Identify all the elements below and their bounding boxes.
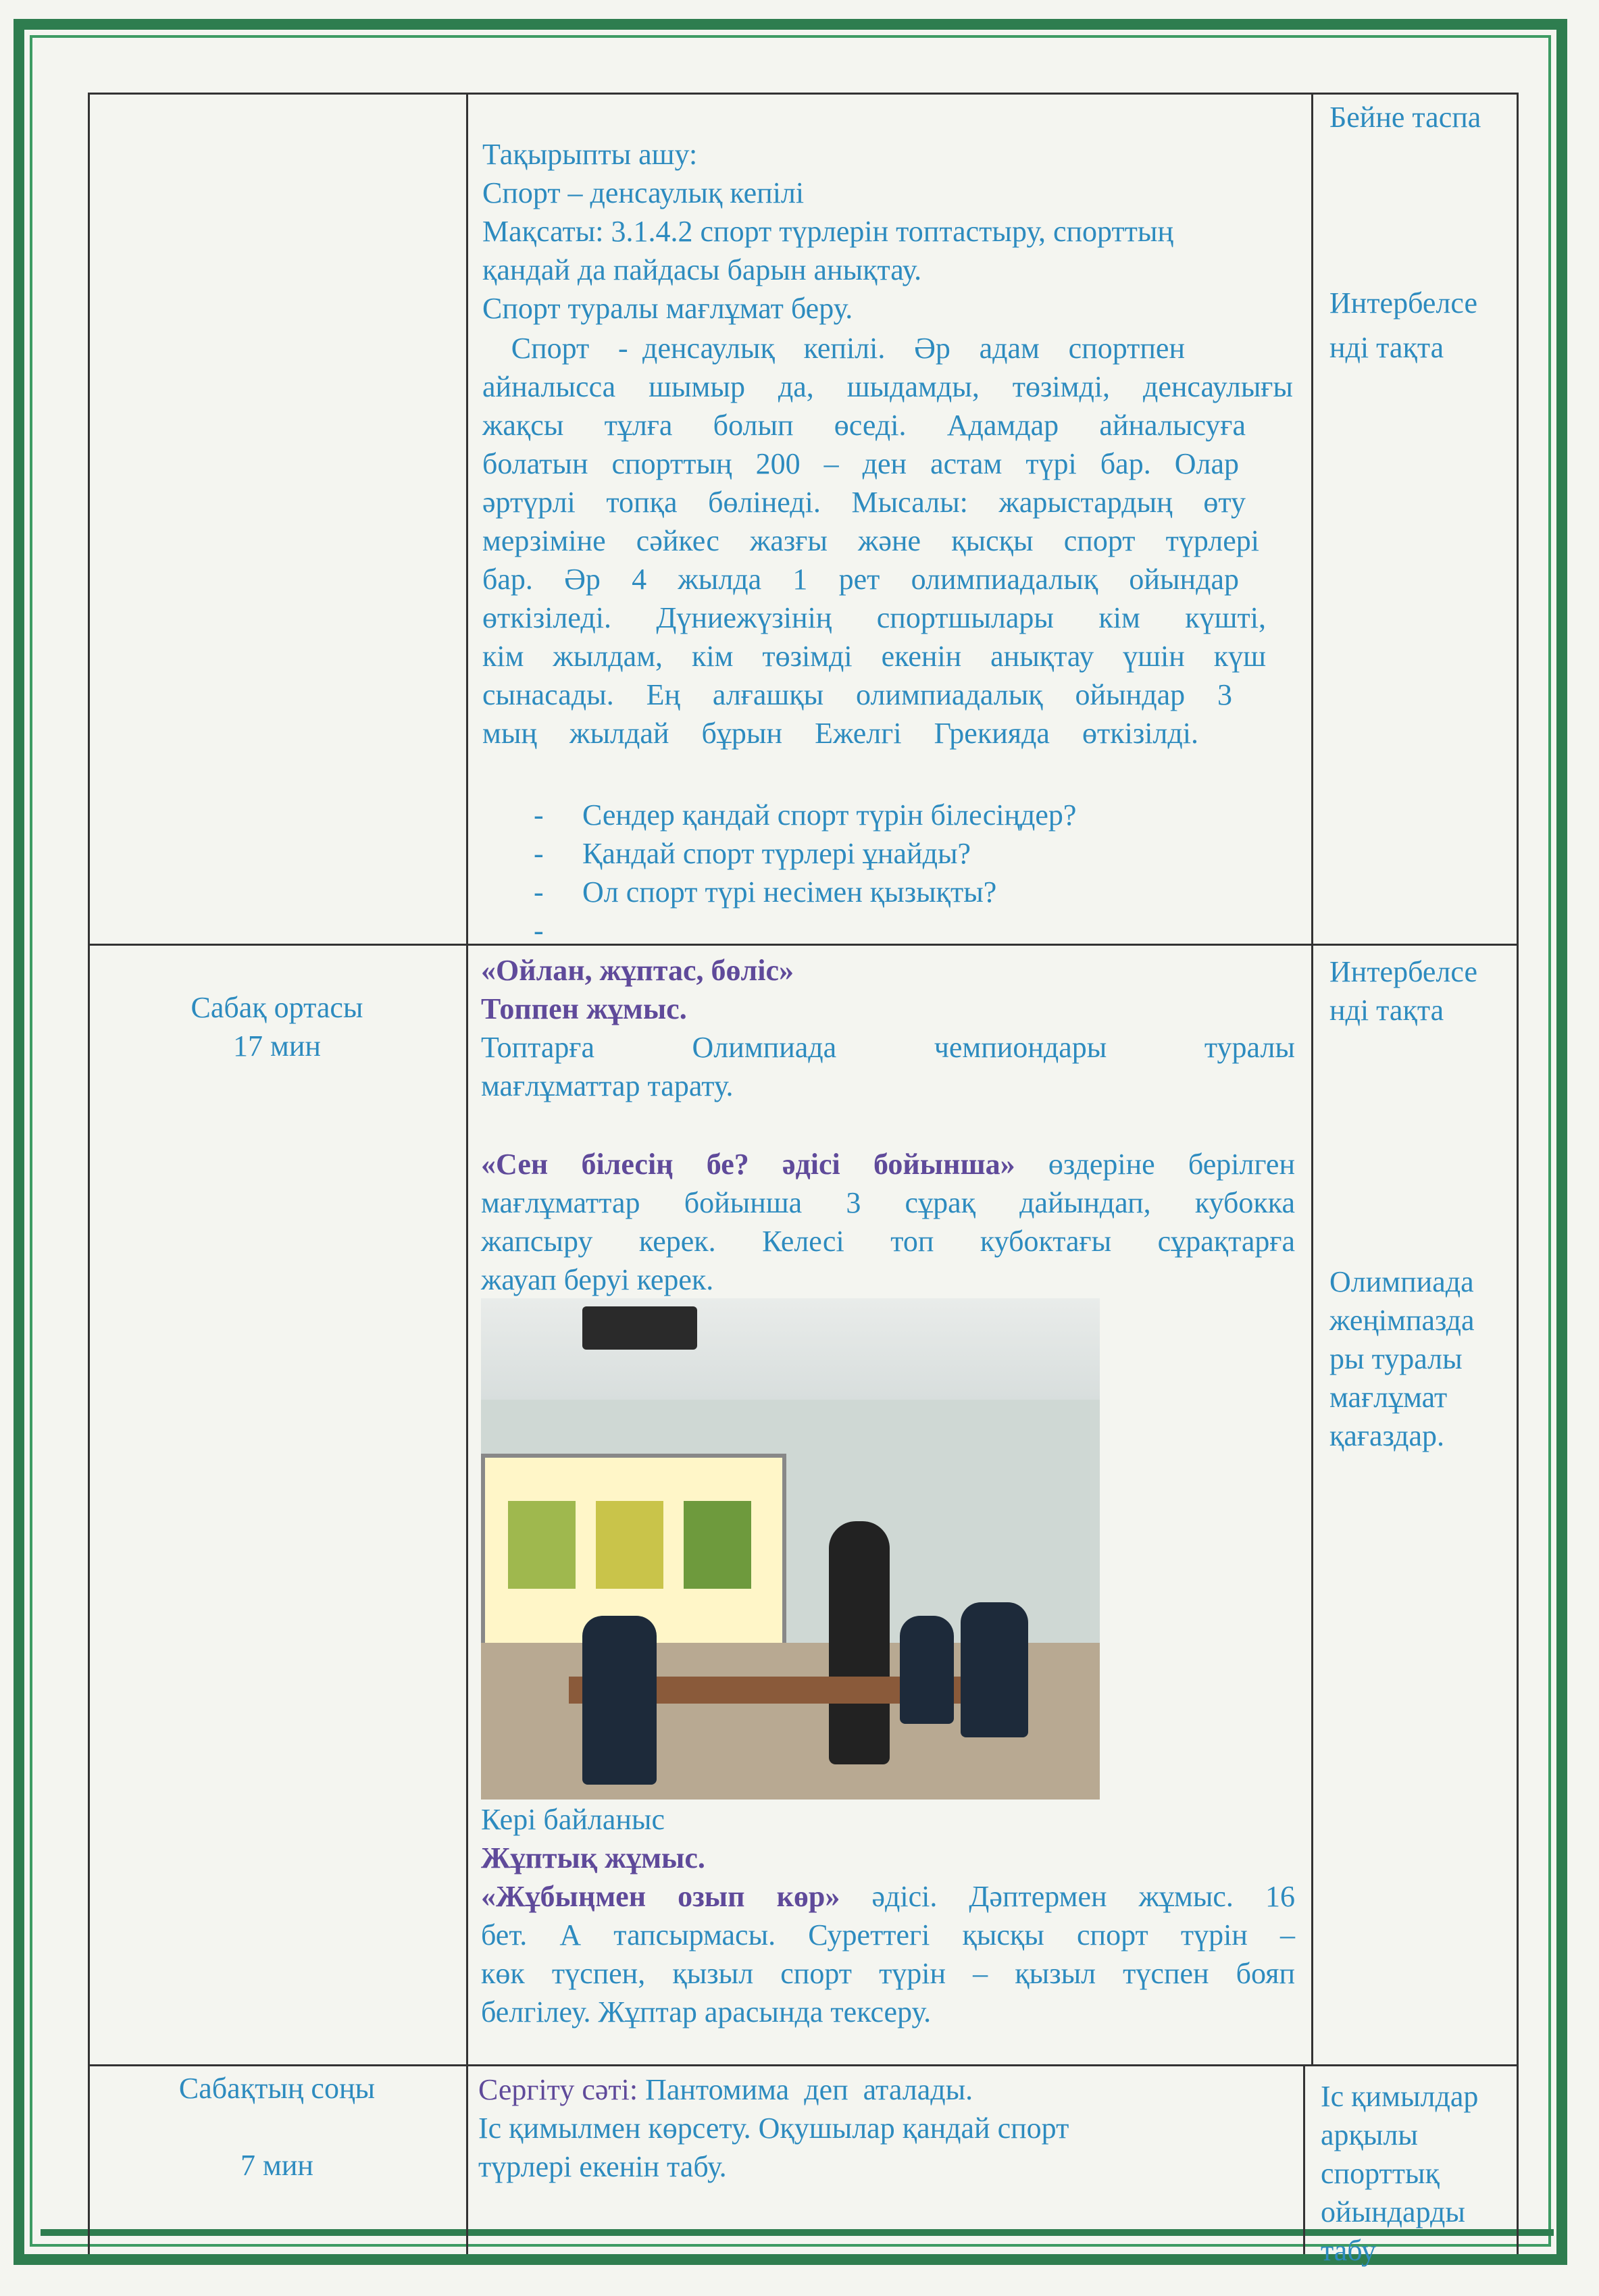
photo-slide <box>596 1501 663 1589</box>
list-item <box>534 834 971 873</box>
row2-resource-papers-5: қағаздар. <box>1329 1419 1444 1452</box>
table-col-divider-1 <box>466 93 468 2254</box>
table-border-left <box>88 93 90 2254</box>
row2-resource-papers-4: мағлұмат <box>1329 1381 1448 1414</box>
row3-label: Сергіту сәті: <box>478 2073 638 2106</box>
row2-resource-papers-2: жеңімпазда <box>1329 1304 1475 1337</box>
row3-label-rest: Пантомима деп аталады. <box>638 2073 973 2106</box>
list-item <box>534 796 1076 834</box>
paragraph-line-8: өткізіледі. Дүниежүзінің спортшылары кім күшті, <box>482 601 1266 634</box>
photo-projector <box>582 1306 697 1350</box>
row2-method2-line-4: жауап беруі керек. <box>481 1263 714 1296</box>
row1-goal-line-1: Мақсаты: 3.1.4.2 спорт түрлерін топтастыру, спорттың <box>482 215 1174 248</box>
row2-resource-board-1: Интербелсе <box>1329 955 1477 988</box>
row2-resource-board-2: нді тақта <box>1329 994 1444 1027</box>
paragraph-line-5: әртүрлі топқа бөлінеді. Мысалы: жарыстардың өту <box>482 486 1246 519</box>
row2-method3-line-3: көк түспен, қызыл спорт түрін – қызыл түспен бояп <box>481 1957 1295 1990</box>
row1-resource-board-2: нді тақта <box>1329 331 1444 364</box>
row2-method2-line-2: мағлұматтар бойынша 3 сұрақ дайындап, кубокка <box>481 1186 1295 1219</box>
row3-line-1: Іс қимылмен көрсету. Оқушылар қандай спорт <box>478 2112 1069 2145</box>
row2-pair-work: Жұптық жұмыс. <box>481 1841 705 1874</box>
photo-slide <box>684 1501 751 1589</box>
row3-resource-3: спорттық <box>1321 2157 1440 2190</box>
row2-method1: «Ойлан, жұптас, бөліс» <box>481 954 794 987</box>
row2-resource-papers-1: Олимпиада <box>1329 1265 1474 1298</box>
row2-method2-rest: өздеріне берілген <box>1048 1148 1295 1181</box>
bullet-dash: - <box>534 798 544 832</box>
row2-stage: Сабақ ортасы <box>191 991 363 1024</box>
row1-resource-board-1: Интербелсе <box>1329 286 1477 320</box>
table-border-right <box>1517 93 1519 2254</box>
row1-resource-video: Бейне таспа <box>1329 101 1481 134</box>
row3-stage: Сабақтың соңы <box>178 2072 376 2105</box>
list-item <box>534 873 996 911</box>
row2-resource-papers-3: ры туралы <box>1329 1342 1463 1375</box>
photo-student <box>900 1616 954 1724</box>
paragraph-line-7: бар. Әр 4 жылда 1 рет олимпиадалық ойындар <box>482 563 1239 596</box>
paragraph-line-4: болатын спорттың 200 – ден астам түрі бар. Олар <box>482 447 1239 480</box>
paragraph-line-6: мерзіміне сәйкес жазғы және қысқы спорт түрлері <box>482 524 1259 557</box>
row2-method3-line <box>481 1877 1295 1916</box>
question-text: Ол спорт түрі несімен қызықты? <box>582 875 997 909</box>
row2-method2-line-3: жапсыру керек. Келесі топ кубоктағы сұрақтарға <box>481 1225 1295 1258</box>
row1-title: Тақырыпты ашу: <box>482 138 698 171</box>
row2-duration: 17 мин <box>233 1029 321 1063</box>
bullet-dash: - <box>534 875 544 909</box>
photo-slide <box>508 1501 576 1589</box>
table-col-divider-2 <box>1311 93 1313 2066</box>
row3-resource-5: табу <box>1321 2234 1377 2267</box>
row2-group-work: Топпен жұмыс. <box>481 992 687 1025</box>
table-border-top <box>88 93 1518 95</box>
row2-distribute-line-1: Топтарға Олимпиада чемпиондары туралы <box>481 1031 1295 1064</box>
table-row-divider-1 <box>88 944 1518 946</box>
paragraph-line-9: кім жылдам, кім төзімді екенін анықтау үшін күш <box>482 640 1266 673</box>
photo-student <box>961 1602 1028 1737</box>
row3-line-2: түрлері екенін табу. <box>478 2150 727 2183</box>
row1-info: Спорт туралы мағлұмат беру. <box>482 292 853 325</box>
row2-method3-line-2: бет. А тапсырмасы. Суреттегі қысқы спорт түрін – <box>481 1918 1295 1951</box>
row2-method3-name: «Жұбыңмен озып көр» <box>481 1880 840 1913</box>
paragraph-line-10: сынасады. Ең алғашқы олимпиадалық ойындар 3 <box>482 678 1232 711</box>
paragraph-line-11: мың жылдай бұрын Ежелгі Грекияда өткізілді. <box>482 717 1198 750</box>
row3-resource-1: Іс қимылдар <box>1321 2080 1479 2113</box>
photo-student <box>582 1616 657 1785</box>
question-text: Сендер қандай спорт түрін білесіңдер? <box>582 798 1077 832</box>
row2-method2-name: «Сен білесің бе? әдісі бойынша» <box>481 1148 1015 1181</box>
row2-method3-rest: әдісі. Дәптермен жұмыс. 16 <box>871 1880 1295 1913</box>
bullet-dash: - <box>534 837 544 870</box>
photo-teacher <box>829 1521 890 1764</box>
row3-resource-2: арқылы <box>1321 2118 1418 2151</box>
row2-method2-line <box>481 1145 1295 1183</box>
photo-ceiling <box>481 1298 1100 1400</box>
row3-intro-line <box>478 2070 973 2109</box>
row2-method3-line-4: белгілеу. Жұптар арасында тексеру. <box>481 1995 932 2029</box>
list-item <box>534 911 582 950</box>
paragraph-line-3: жақсы тұлға болып өседі. Адамдар айналысуға <box>482 409 1246 442</box>
paragraph-line-1: Спорт - денсаулық кепілі. Әр адам спортпен <box>482 332 1185 365</box>
row1-topic: Спорт – денсаулық кепілі <box>482 176 805 209</box>
row2-feedback: Кері байланыс <box>481 1803 665 1836</box>
paragraph-line-2: айналысса шымыр да, шыдамды, төзімді, денсаулығы <box>482 370 1293 403</box>
row3-resource-4: ойындарды <box>1321 2195 1465 2228</box>
classroom-photo <box>481 1298 1100 1800</box>
row2-distribute-line-2: мағлұматтар тарату. <box>481 1069 734 1102</box>
table-col-divider-2b <box>1303 2066 1305 2254</box>
row1-goal-line-2: қандай да пайдасы барын анықтау. <box>482 253 922 286</box>
question-text: Қандай спорт түрлері ұнайды? <box>582 837 971 870</box>
row3-duration: 7 мин <box>240 2149 313 2182</box>
bullet-dash: - <box>534 914 544 947</box>
